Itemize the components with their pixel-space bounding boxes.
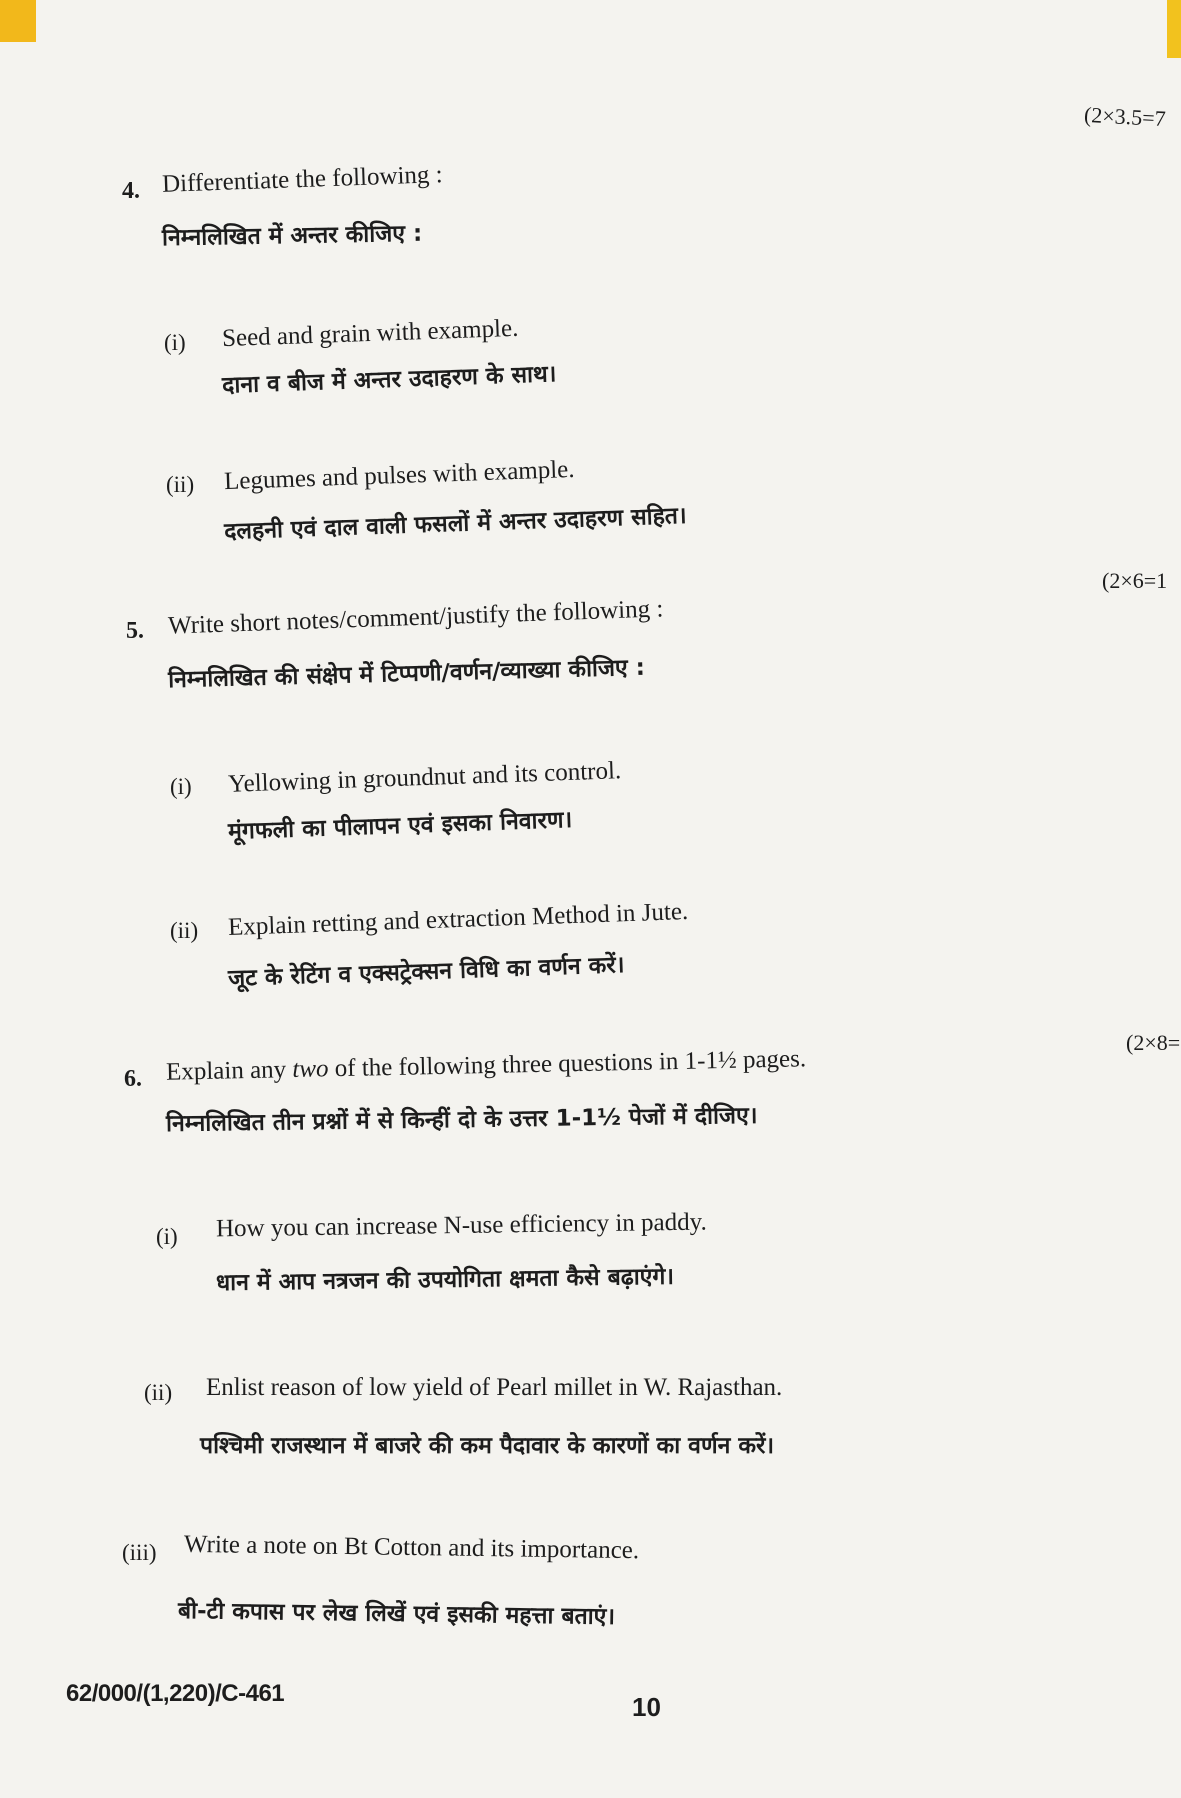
q4-number: 4. xyxy=(122,178,140,204)
q6-text-start: Explain any xyxy=(165,1056,293,1086)
q4-part-hindi: दाना व बीज में अन्तर उदाहरण के साथ। xyxy=(221,361,557,399)
q6-part-number: (i) xyxy=(156,1224,178,1249)
q5-part-hindi: जूट के रेटिंग व एक्सट्रेक्सन विधि का वर्णन करें। xyxy=(227,952,625,992)
q5-part-number: (i) xyxy=(170,774,192,799)
q6-text xyxy=(166,1045,807,1086)
q4-hindi: निम्नलिखित में अन्तर कीजिए : xyxy=(161,220,423,252)
q4-part-text: Seed and grain with example. xyxy=(221,314,519,353)
q6-text-emphasis: two xyxy=(292,1055,329,1084)
q5-part-hindi: मूंगफली का पीलापन एवं इसका निवारण। xyxy=(227,806,573,845)
q4-part-number: (ii) xyxy=(166,472,195,497)
q4-marks: (2×3.5=7 xyxy=(1083,101,1167,132)
q6-number: 6. xyxy=(124,1066,142,1092)
q5-text: Write short notes/comment/justify the following : xyxy=(167,595,664,640)
page-number: 10 xyxy=(632,1692,661,1722)
q6-text-end: of the following three questions in 1-1½ pages. xyxy=(328,1045,807,1083)
q6-part-text: Enlist reason of low yield of Pearl millet in W. Rajasthan. xyxy=(206,1374,783,1401)
q6-part-hindi: पश्चिमी राजस्थान में बाजरे की कम पैदावार के कारणों का वर्णन करें। xyxy=(200,1433,775,1459)
paper-code: 62/000/(1,220)/C-461 xyxy=(66,1680,285,1707)
q4-part-hindi: दलहनी एवं दाल वाली फसलों में अन्तर उदाहरण सहित। xyxy=(223,502,688,546)
q6-part-hindi: धान में आप नत्रजन की उपयोगिता क्षमता कैसे बढ़ाएंगे। xyxy=(215,1263,675,1297)
q5-part-text: Yellowing in groundnut and its control. xyxy=(227,757,622,798)
page-tab-marker xyxy=(0,0,36,42)
page-tab-marker xyxy=(1167,0,1181,58)
q6-hindi: निम्नलिखित तीन प्रश्नों में से किन्हीं दो के उत्तर 1-1½ पेजों में दीजिए। xyxy=(165,1102,758,1138)
q5-part-text: Explain retting and extraction Method in Jute. xyxy=(227,897,689,942)
q6-part-number: (iii) xyxy=(122,1540,157,1565)
q6-marks: (2×8= xyxy=(1126,1030,1181,1055)
q5-number: 5. xyxy=(126,618,144,644)
q5-part-number: (ii) xyxy=(170,918,199,943)
q6-part-text: How you can increase N-use efficiency in paddy. xyxy=(215,1208,707,1243)
q6-part-hindi: बी-टी कपास पर लेख लिखें एवं इसकी महत्ता बताएं। xyxy=(177,1597,616,1631)
q4-text: Differentiate the following : xyxy=(161,161,444,198)
q5-marks: (2×6=1 xyxy=(1102,568,1168,593)
q6-part-text: Write a note on Bt Cotton and its importance. xyxy=(183,1530,640,1565)
q4-part-text: Legumes and pulses with example. xyxy=(223,455,575,496)
q4-part-number: (i) xyxy=(164,330,186,355)
q5-hindi: निम्नलिखित की संक्षेप में टिप्पणी/वर्णन/व्याख्या कीजिए : xyxy=(167,654,646,694)
q6-part-number: (ii) xyxy=(144,1380,173,1405)
